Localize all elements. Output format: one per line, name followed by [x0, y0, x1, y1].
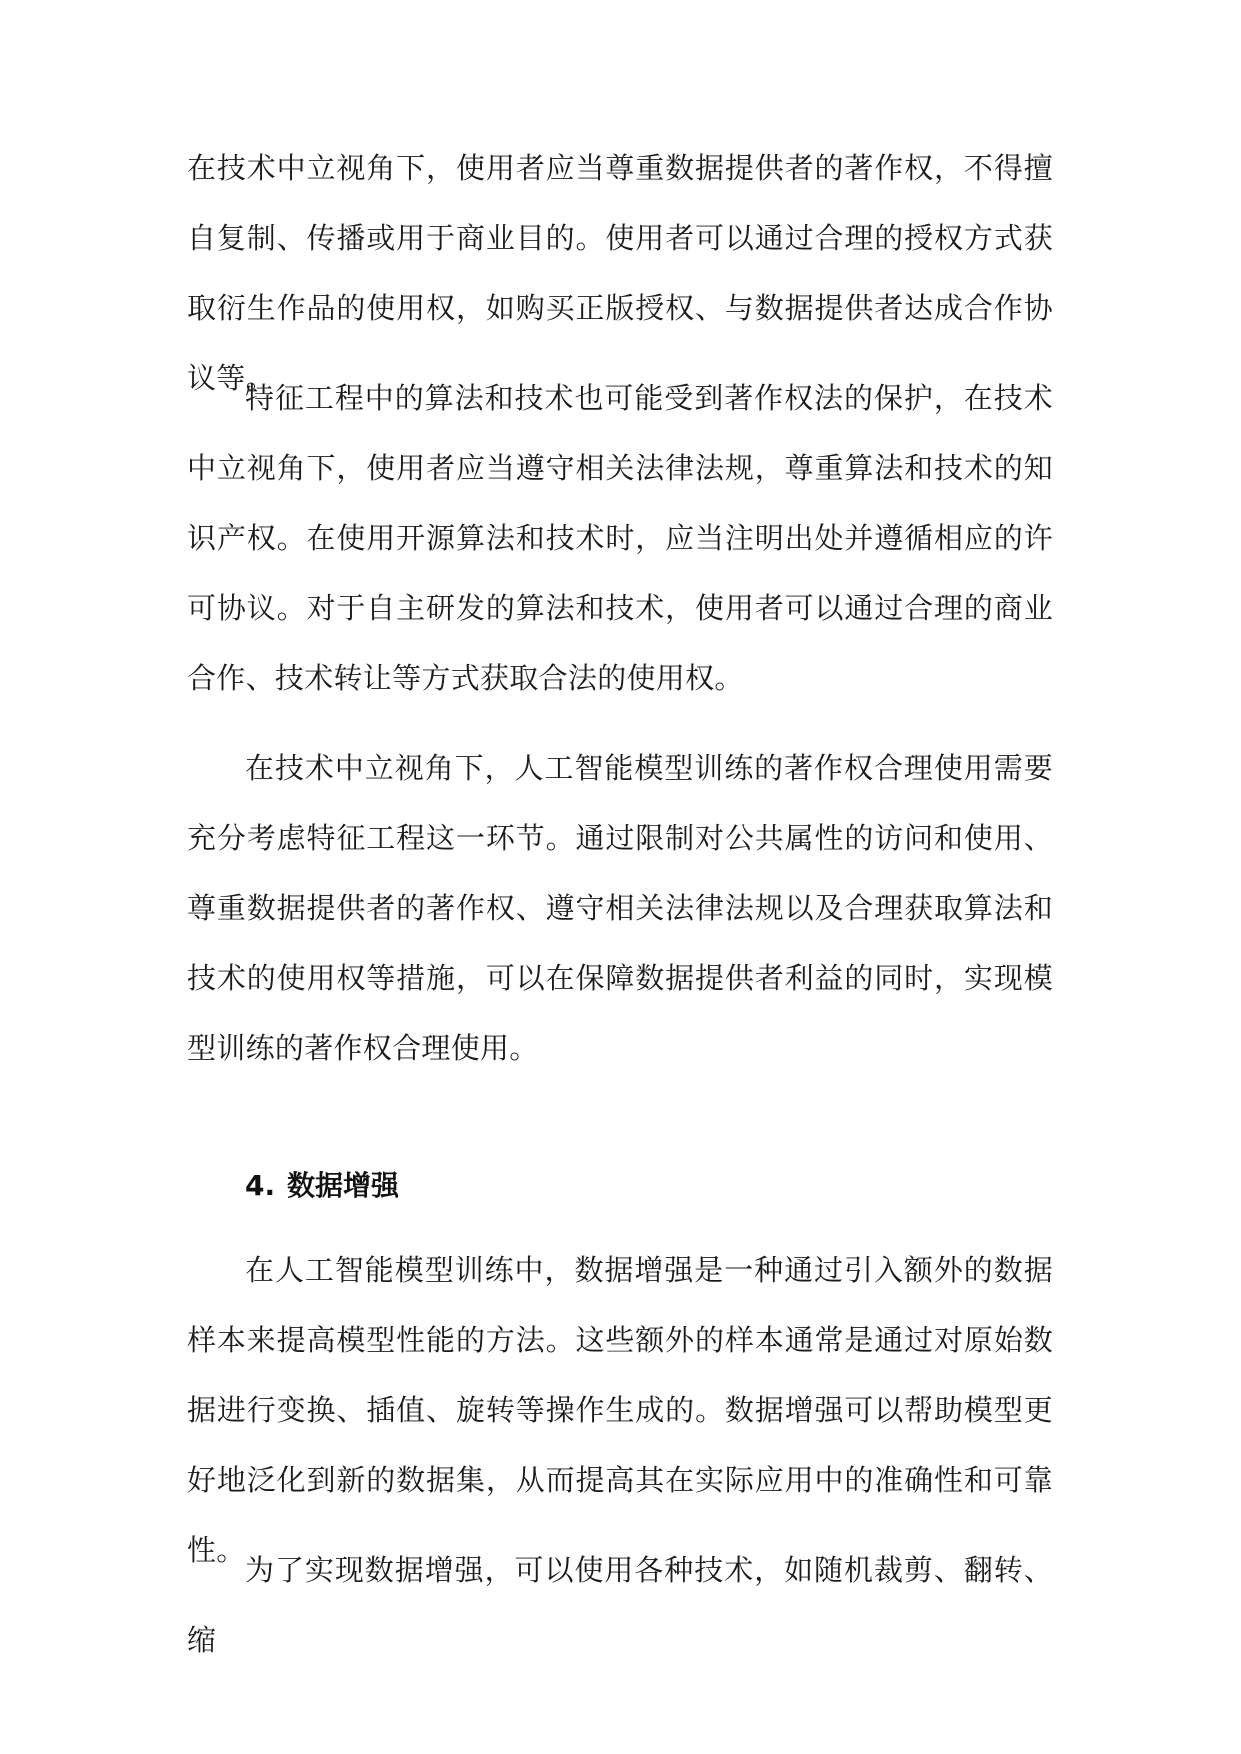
paragraph-fair-use-summary: 在技术中立视角下，人工智能模型训练的著作权合理使用需要充分考虑特征工程这一环节。通过限制对公共属性的访问和使用、尊重数据提供者的著作权、遵守相关法律法规以及合理获取算法和技术的使用权等措施，可以在保障数据提供者利益的同时，实现模型训练的著作权合理使用。 — [187, 751, 1053, 1065]
section-title: 数据增强 — [287, 1169, 400, 1202]
paragraph-feature-engineering: 特征工程中的算法和技术也可能受到著作权法的保护，在技术中立视角下，使用者应当遵守相关法律法规，尊重算法和技术的知识产权。在使用开源算法和技术时，应当注明出处并遵循相应的许可协议。对于自主研发的算法和技术，使用者可以通过合理的商业合作、技术转让等方式获取合法的使用权。 — [187, 381, 1053, 695]
paragraph-data-augmentation-techniques: 为了实现数据增强，可以使用各种技术，如随机裁剪、翻转、缩 — [187, 1553, 1053, 1657]
section-heading — [245, 1166, 399, 1206]
section-number: 4. — [245, 1169, 276, 1202]
paragraph-copyright-respect: 在技术中立视角下，使用者应当尊重数据提供者的著作权，不得擅自复制、传播或用于商业目的。使用者可以通过合理的授权方式获取衍生作品的使用权，如购买正版授权、与数据提供者达成合作协议等。 — [187, 151, 1053, 395]
paragraph-data-augmentation-intro: 在人工智能模型训练中，数据增强是一种通过引入额外的数据样本来提高模型性能的方法。这些额外的样本通常是通过对原始数据进行变换、插值、旋转等操作生成的。数据增强可以帮助模型更好地泛化到新的数据集，从而提高其在实际应用中的准确性和可靠性。 — [187, 1253, 1053, 1567]
